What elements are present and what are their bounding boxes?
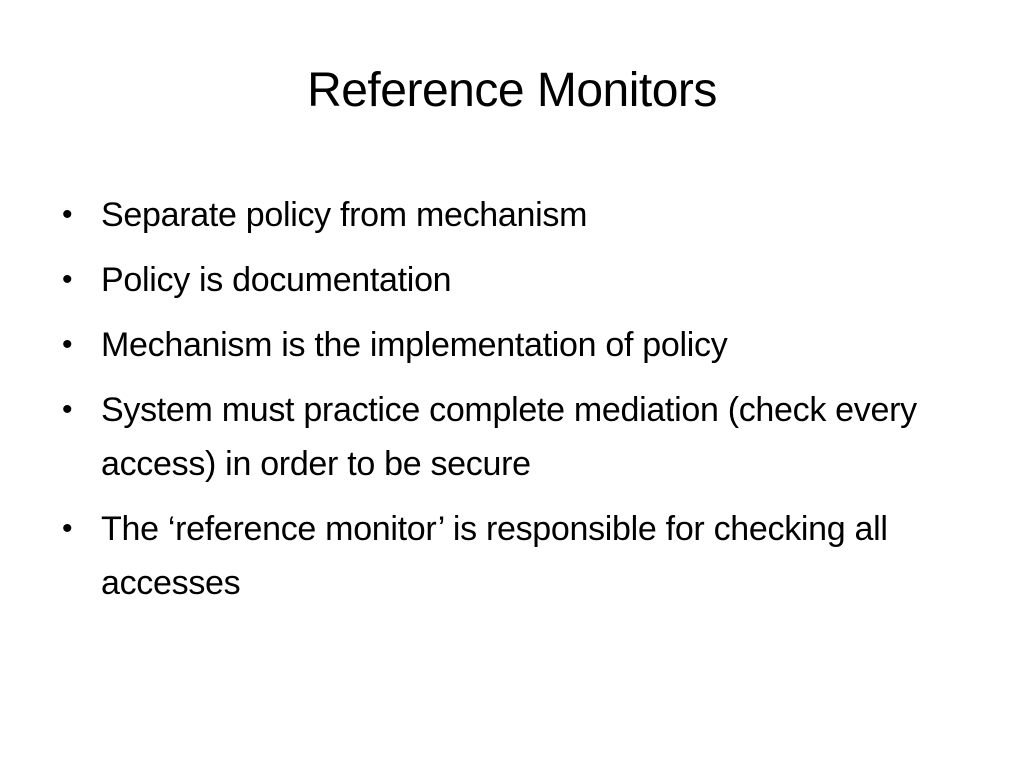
bullet-item [62, 253, 942, 307]
bullet-item [62, 188, 942, 242]
bullet-item [62, 502, 942, 610]
bullet-item [62, 318, 942, 372]
bullet-text: Mechanism is the implementation of policy [101, 326, 728, 364]
bullet-icon: • [62, 393, 73, 426]
bullet-list [62, 188, 942, 621]
bullet-icon: • [62, 328, 73, 361]
bullet-icon: • [62, 198, 73, 231]
bullet-icon: • [62, 263, 73, 296]
bullet-icon: • [62, 512, 73, 545]
bullet-item [62, 383, 942, 491]
bullet-text: Separate policy from mechanism [101, 196, 588, 234]
bullet-text: System must practice complete mediation (check every access) in order to be secure [101, 391, 917, 483]
bullet-text: The ‘reference monitor’ is responsible for checking all accesses [101, 510, 888, 602]
bullet-text: Policy is documentation [101, 261, 452, 299]
slide-title: Reference Monitors [307, 64, 717, 117]
